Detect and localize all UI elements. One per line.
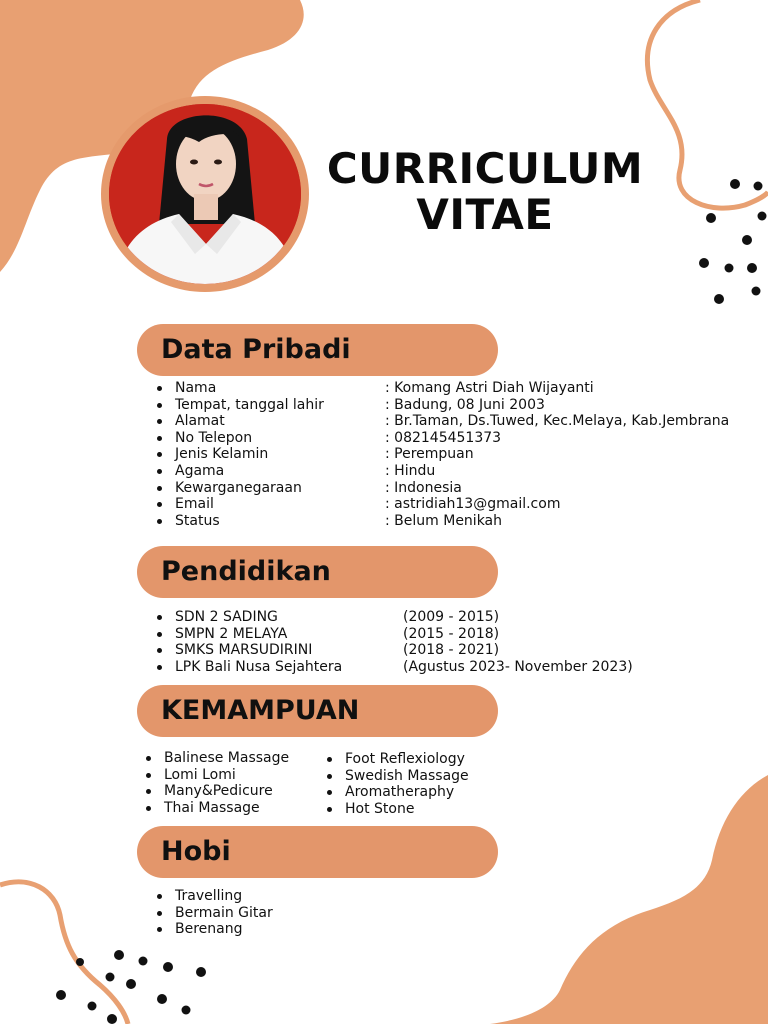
field-value: : Belum Menikah [385, 512, 503, 529]
field-label: Email [175, 496, 214, 513]
list-item [175, 380, 729, 397]
section-header-hobbies [137, 826, 498, 878]
school-years: (2018 - 2021) [403, 642, 500, 659]
title-line-2: VITAE [416, 190, 554, 239]
field-label: Status [175, 512, 220, 529]
list-item [175, 397, 729, 414]
list-item: Lomi Lomi [164, 767, 289, 784]
field-label: Nama [175, 380, 217, 396]
field-value: : Perempuan [385, 446, 474, 463]
bottom-left-dots [56, 950, 206, 1024]
list-item: Many&Pedicure [164, 783, 289, 800]
field-value: : Indonesia [385, 479, 462, 496]
cv-title [300, 146, 670, 238]
list-item: Thai Massage [164, 800, 289, 817]
list-item [175, 609, 633, 626]
list-item: Berenang [175, 921, 273, 938]
education-list [175, 609, 633, 675]
field-value: : Komang Astri Diah Wijayanti [385, 380, 594, 396]
field-label: Jenis Kelamin [175, 446, 269, 463]
school-years: (2015 - 2018) [403, 625, 500, 642]
section-header-education [137, 546, 498, 598]
field-value: : Hindu [385, 462, 436, 479]
list-item: Aromatheraphy [345, 784, 469, 801]
list-item [175, 480, 729, 497]
portrait-illustration [109, 104, 301, 284]
list-item [175, 642, 633, 659]
section-title: KEMAMPUAN [161, 695, 360, 726]
field-value: : astridiah13@gmail.com [385, 496, 561, 513]
list-item [175, 463, 729, 480]
field-value: : Badung, 08 Juni 2003 [385, 396, 545, 413]
personal-data-list [175, 380, 729, 529]
field-value: : Br.Taman, Ds.Tuwed, Kec.Melaya, Kab.Jembrana [385, 413, 730, 430]
bottom-left-swirl [0, 882, 128, 1024]
school-years: (2009 - 2015) [403, 609, 500, 625]
list-item: Swedish Massage [345, 767, 469, 784]
school-name: SMPN 2 MELAYA [175, 625, 288, 642]
list-item [175, 413, 729, 430]
list-item [175, 659, 633, 676]
field-label: Kewarganegaraan [175, 479, 302, 496]
bottom-right-blob [490, 775, 768, 1024]
profile-photo [109, 104, 301, 284]
list-item: Travelling [175, 888, 273, 905]
school-years: (Agustus 2023- November 2023) [403, 658, 633, 675]
field-label: Agama [175, 462, 225, 479]
list-item [175, 446, 729, 463]
school-name: LPK Bali Nusa Sejahtera [175, 658, 343, 675]
section-title: Data Pribadi [161, 334, 351, 365]
section-header-skills [137, 685, 498, 737]
section-title: Pendidikan [161, 556, 331, 587]
list-item: Hot Stone [345, 801, 469, 818]
field-label: No Telepon [175, 429, 253, 446]
school-name: SDN 2 SADING [175, 609, 278, 625]
field-value: : 082145451373 [385, 429, 502, 446]
list-item [175, 626, 633, 643]
skills-list-right [345, 751, 469, 817]
skills-list-left [164, 750, 289, 816]
section-header-personal [137, 324, 498, 376]
field-label: Tempat, tanggal lahir [175, 396, 324, 413]
school-name: SMKS MARSUDIRINI [175, 642, 313, 659]
section-title: Hobi [161, 836, 231, 867]
list-item: Foot Reflexiology [345, 751, 469, 768]
field-label: Alamat [175, 413, 225, 430]
list-item [175, 513, 729, 530]
title-line-1: CURRICULUM [326, 144, 644, 193]
list-item [175, 496, 729, 513]
list-item: Bermain Gitar [175, 904, 273, 921]
list-item: Balinese Massage [164, 750, 290, 766]
hobbies-list [175, 888, 273, 938]
list-item [175, 430, 729, 447]
